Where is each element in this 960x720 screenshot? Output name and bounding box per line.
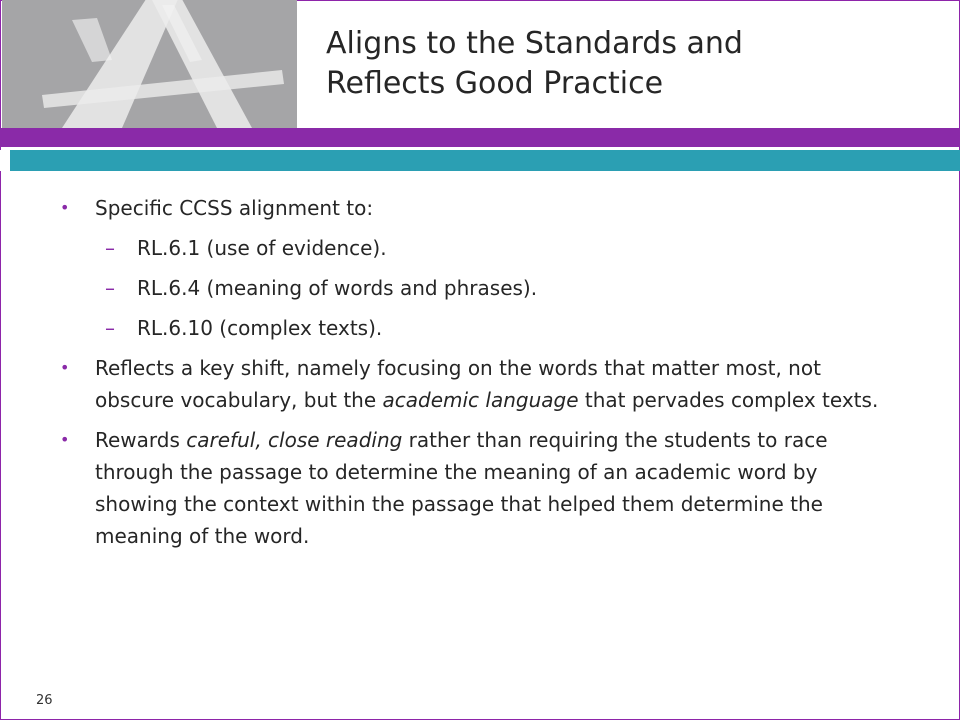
sub-bullet-marker: – [105,276,115,300]
sub-bullet-text: RL.6.4 (meaning of words and phrases). [137,276,538,300]
teal-divider-bar [0,150,960,171]
sub-bullet-item [60,272,900,304]
bullet-emphasis: careful, close reading [186,428,403,452]
logo-panel [2,0,297,128]
sub-bullet-item [60,232,900,264]
title-line-1: Aligns to the Standards and [326,26,743,61]
sub-bullet-item [60,312,900,344]
bullet-item [60,352,900,416]
bullet-text-part: that pervades complex texts. [578,388,879,412]
teal-bar-edge [0,150,10,171]
bullet-text-part: Rewards [95,428,187,452]
bullet-marker: • [60,358,70,377]
bullet-text-part: Reflects a key shift, namely focusing on the words that matter most, not obscure vocabulary, but the [95,356,821,412]
bullet-marker: • [60,430,70,449]
sub-bullet-text: RL.6.1 (use of evidence). [137,236,387,260]
bullet-marker: • [60,198,70,217]
bullet-text-part: rather than requiring the students to race through the passage to determine the meaning of an academic word by showing the context within the passage that helped them determine the meaning of the word. [95,428,828,548]
bullet-emphasis: academic language [382,388,579,412]
bullet-text [95,356,878,412]
bullet-item [60,192,900,224]
letter-a-logo-icon [2,0,297,128]
purple-divider-bar [0,128,960,147]
title-line-2: Reflects Good Practice [326,66,664,101]
bullet-text [95,428,828,548]
sub-bullet-marker: – [105,316,115,340]
bullet-text: Specific CCSS alignment to: [95,196,374,220]
slide-title [326,24,926,104]
sub-bullet-text: RL.6.10 (complex texts). [137,316,383,340]
page-number: 26 [36,693,53,708]
bullet-item [60,424,900,552]
slide-body [60,192,900,560]
sub-bullet-marker: – [105,236,115,260]
